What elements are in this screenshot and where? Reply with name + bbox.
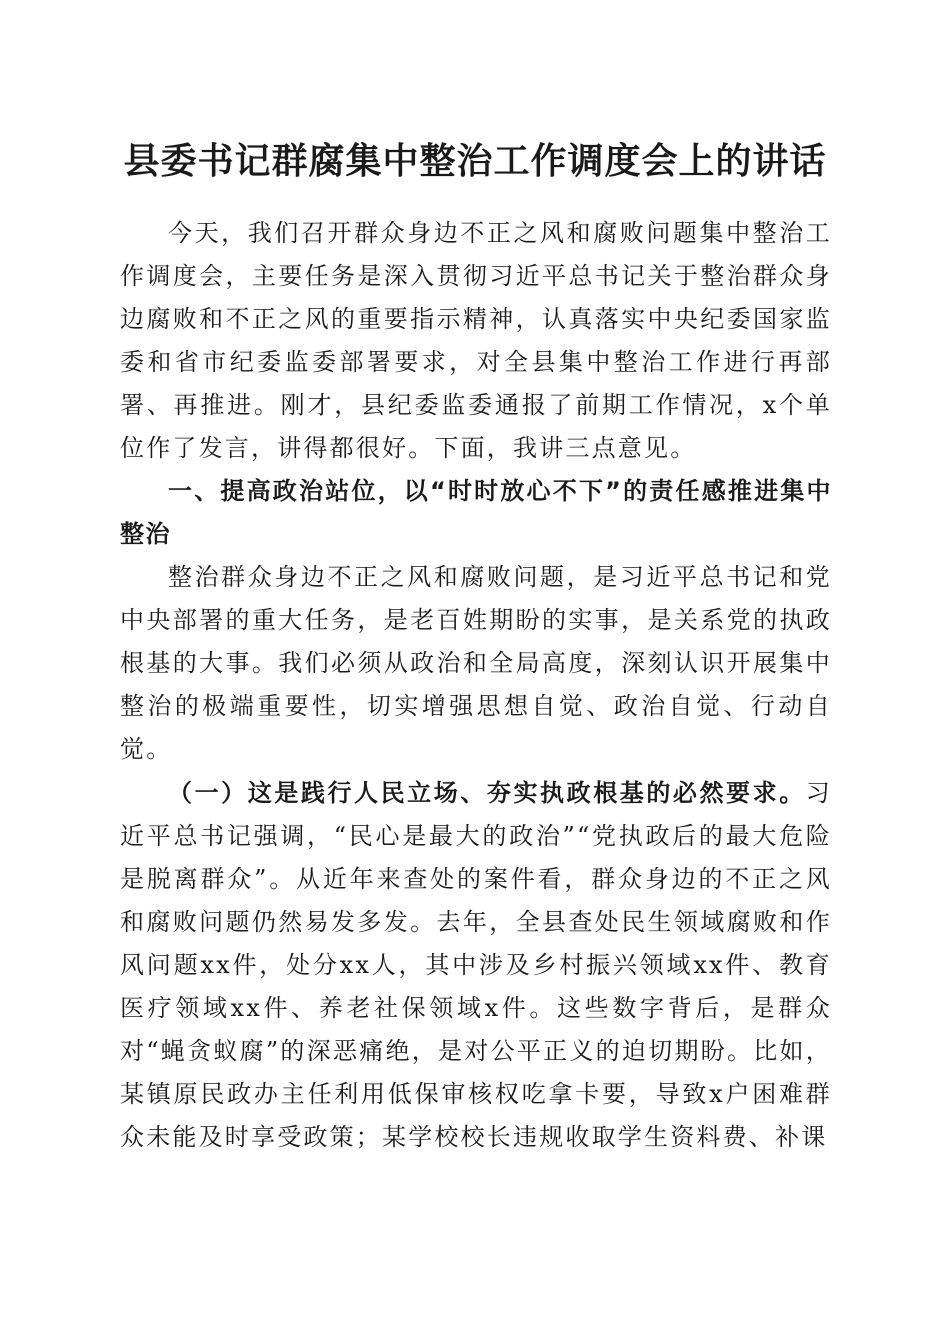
subsection-1-lead: （一）这是践行人民立场、夯实执政根基的必然要求。	[168, 778, 806, 807]
intro-paragraph: 今天，我们召开群众身边不正之风和腐败问题集中整治工作调度会，主要任务是深入贯彻习近平总书记关于整治群众身边腐败和不正之风的重要指示精神，认真落实中央纪委国家监委和省市纪委监委部署要求，对全县集中整治工作进行再部署、再推进。刚才，县纪委监委通报了前期工作情况，x个单位作了发言，讲得都很好。下面，我讲三点意见。	[120, 219, 832, 462]
document-body	[120, 212, 832, 1159]
document-title: 县委书记群腐集中整治工作调度会上的讲话	[123, 140, 827, 182]
section-heading-1: 一、提高政治站位，以“时时放心不下”的责任感推进集中整治	[120, 477, 832, 548]
section-1-paragraph: 整治群众身边不正之风和腐败问题，是习近平总书记和党中央部署的重大任务，是老百姓期盼的实事，是关系党的执政根基的大事。我们必须从政治和全局高度，深刻认识开展集中整治的极端重要性，切实增强思想自觉、政治自觉、行动自觉。	[120, 563, 832, 763]
subsection-1-paragraph	[120, 771, 832, 1159]
subsection-1-body: 习近平总书记强调，“民心是最大的政治”“党执政后的最大危险是脱离群众”。从近年来查处的案件看，群众身边的不正之风和腐败问题仍然易发多发。去年，全县查处民生领域腐败和作风问题xx件，处分xx人，其中涉及乡村振兴领域xx件、教育医疗领域xx件、养老社保领域x件。这些数字背后，是群众对“蝇贪蚁腐”的深恶痛绝，是对公平正义的迫切期盼。比如，某镇原民政办主任利用低保审核权吃拿卡要，导致x户困难群众未能及时享受政策；某学校校长违规收取学生资料费、补课	[120, 779, 832, 1151]
